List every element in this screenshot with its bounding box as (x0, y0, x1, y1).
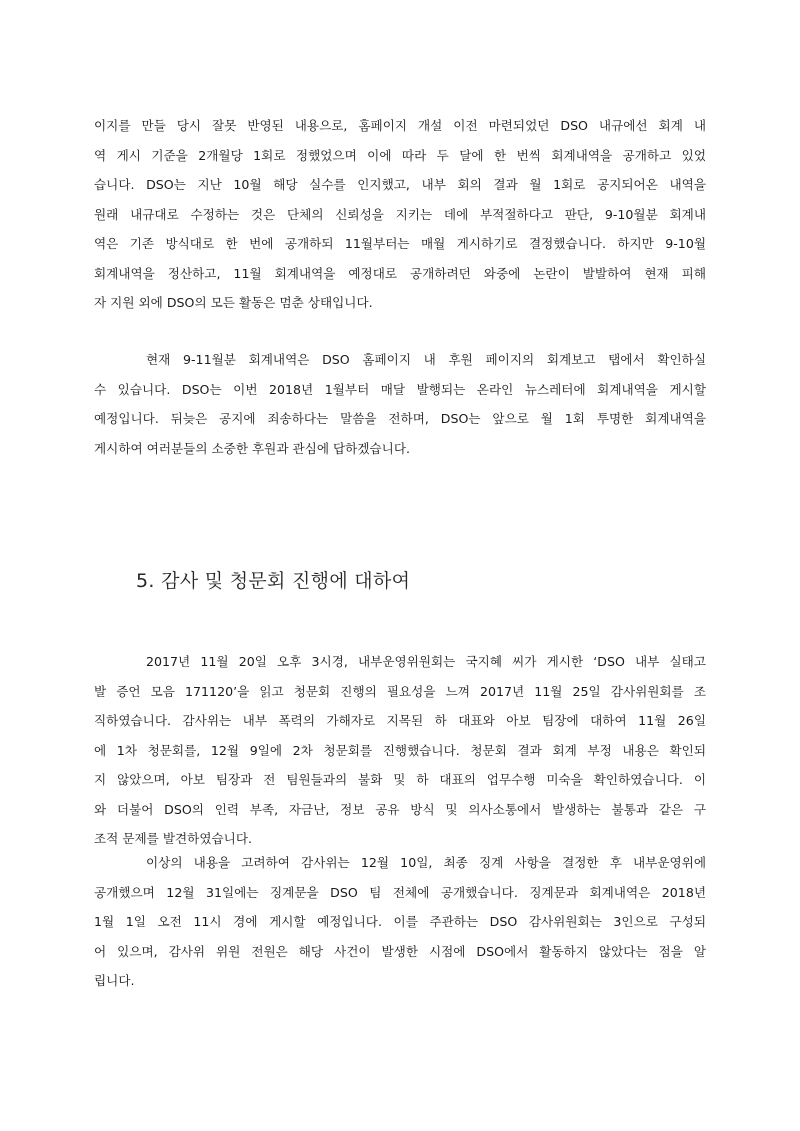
paragraph-line: 지 않았으며, 아보 팀장과 전 팀원들과의 불화 및 하 대표의 업무수행 미숙을 확인하였습니다. 이 (94, 772, 706, 787)
paragraph-line: 공개했으며 12월 31일에는 징계문을 DSO 팀 전체에 공개했습니다. 징계문과 회계내역은 2018년 (94, 884, 706, 900)
paragraph-line: 조적 문제를 발견하였습니다. (94, 831, 252, 846)
paragraph-line: 예정입니다. 뒤늦은 공지에 죄송하다는 말씀을 전하며, DSO는 앞으로 월 1회 투명한 회계내역을 (94, 411, 706, 426)
paragraph-line: 자 지원 외에 DSO의 모든 활동은 멈춘 상태입니다. (94, 295, 373, 310)
paragraph-line: 2017년 11월 20일 오후 3시경, 내부운영위원회는 국지혜 씨가 게시한 ‘DSO 내부 실태고 (146, 654, 706, 669)
paragraph-hearing-process (94, 647, 706, 854)
paragraph-line: 게시하여 여러분들의 소중한 후원과 관심에 답하겠습니다. (94, 440, 410, 456)
paragraph-line: 수 있습니다. DSO는 이번 2018년 1월부터 매달 발행되는 온라인 뉴스레터에 회계내역을 게시할 (94, 381, 706, 397)
paragraph-line: 립니다. (94, 973, 135, 988)
paragraph-line: 원래 내규대로 수정하는 것은 단체의 신뢰성을 지키는 데에 부적절하다고 판단, 9-10월분 회계내 (94, 206, 706, 222)
paragraph-line: 역 게시 기준을 2개월당 1회로 정했었으며 이에 따라 두 달에 한 번씩 회계내역을 공개하고 있었 (94, 147, 706, 163)
paragraph-line: 발 증언 모음 171120’을 읽고 청문회 진행의 필요성을 느껴 2017년 11월 25일 감사위원회를 조 (94, 683, 706, 699)
paragraph-line: 에 1차 청문회를, 12월 9일에 2차 청문회를 진행했습니다. 청문회 결과 회계 부정 내용은 확인되 (94, 742, 706, 758)
paragraph-line: 와 더불어 DSO의 인력 부족, 자금난, 정보 공유 방식 및 의사소통에서 발생하는 불통과 같은 구 (94, 801, 706, 817)
paragraph-line: 회계내역을 정산하고, 11월 회계내역을 예정대로 공개하려던 와중에 논란이 발발하여 현재 피해 (94, 265, 706, 281)
paragraph-line: 어 있으며, 감사위 위원 전원은 해당 사건이 발생한 시점에 DSO에서 활동하지 않았다는 점을 알 (94, 943, 706, 959)
section-heading: 5. 감사 및 청문회 진행에 대하여 (136, 570, 411, 592)
paragraph-accounting-current (94, 345, 706, 463)
paragraph-line: 현재 9-11월분 회계내역은 DSO 홈페이지 내 후원 페이지의 회계보고 탭에서 확인하실 (146, 352, 706, 367)
paragraph-line: 역은 기존 방식대로 한 번에 공개하되 11월부터는 매월 게시하기로 결정했습니다. 하지만 9-10월 (94, 236, 706, 251)
paragraph-line: 1월 1일 오전 11시 경에 게시할 예정입니다. 이를 주관하는 DSO 감사위원회는 3인으로 구성되 (94, 914, 706, 929)
paragraph-line: 습니다. DSO는 지난 10월 해당 실수를 인지했고, 내부 회의 결과 월 1회로 공지되어온 내역을 (94, 177, 706, 192)
paragraph-disciplinary-result (94, 848, 706, 996)
paragraph-line: 직하였습니다. 감사위는 내부 폭력의 가해자로 지목된 하 대표와 아보 팀장에 대하여 11월 26일 (94, 713, 706, 728)
paragraph-line: 이지를 만들 당시 잘못 반영된 내용으로, 홈페이지 개설 이전 마련되었던 DSO 내규에선 회계 내 (94, 118, 706, 133)
paragraph-accounting-history (94, 111, 706, 318)
paragraph-line: 이상의 내용을 고려하여 감사위는 12월 10일, 최종 징계 사항을 결정한 후 내부운영위에 (146, 855, 706, 870)
